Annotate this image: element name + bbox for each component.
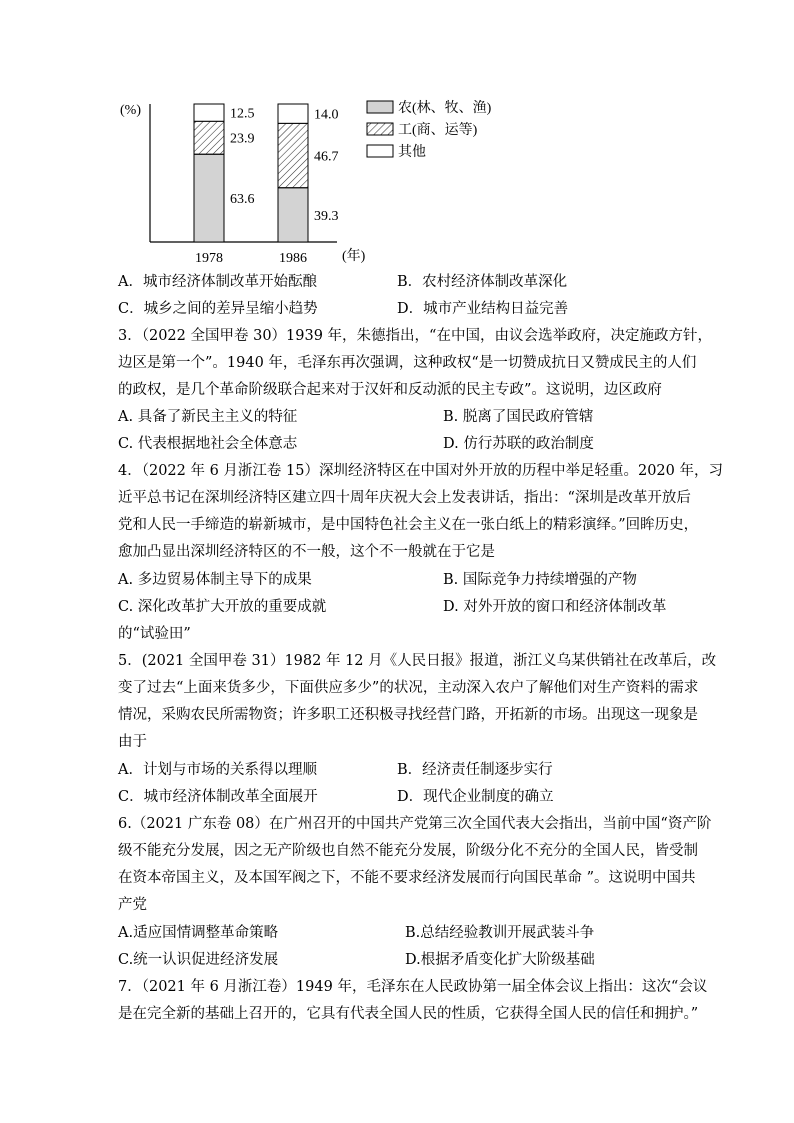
q4-option-a[interactable]: A. 多边贸易体制主导下的成果 [118, 572, 312, 588]
q3-option-b[interactable]: B. 脱离了国民政府管辖 [443, 409, 594, 425]
y-unit-label: (%) [120, 103, 141, 118]
q7-stem-line-1: 7．（2021 年 6 月浙江卷）1949 年，毛泽东在人民政协第一届全体会议上指出：这次“会议 [118, 979, 708, 995]
value-label-1978-2: 12.5 [230, 106, 255, 122]
bar-1978-seg-2 [194, 104, 224, 121]
x-tick-label-1978: 1978 [195, 251, 223, 266]
q4-stem-line-1: 4．（2022 年 6 月浙江卷 15）深圳经济特区在中国对外开放的历程中举足轻重。2020 年，习 [118, 463, 723, 479]
q2-option-b[interactable]: B．农村经济体制改革深化 [397, 274, 568, 290]
legend-swatch-1 [367, 123, 393, 135]
q5-option-d[interactable]: D．现代企业制度的确立 [397, 789, 554, 805]
q4-option-b[interactable]: B. 国际竞争力持续增强的产物 [443, 572, 637, 588]
q5-option-a[interactable]: A．计划与市场的关系得以理顺 [118, 762, 317, 778]
q4-option-c[interactable]: C. 深化改革扩大开放的重要成就 [118, 599, 327, 615]
bar-1978-seg-0 [194, 154, 224, 242]
legend-label-1: 工(商、运等) [398, 123, 478, 138]
q6-stem-line-1: 6.（2021 广东卷 08）在广州召开的中国共产党第三次全国代表大会指出，当前中国“资产阶 [118, 816, 712, 832]
chart-svg [112, 92, 552, 267]
q4-stem-line-3: 党和人民一手缔造的崭新城市，是中国特色社会主义在一张白纸上的精彩演绎。”回眸历史， [118, 517, 699, 533]
bar-1986-seg-2 [278, 104, 308, 123]
q4-option-d[interactable]: D. 对外开放的窗口和经济体制改革 [443, 599, 667, 615]
q2-option-a[interactable]: A．城市经济体制改革开始酝酿 [118, 274, 317, 290]
value-label-1986-1: 46.7 [314, 149, 339, 165]
bar-1986-seg-0 [278, 188, 308, 242]
q3-option-c[interactable]: C. 代表根据地社会全体意志 [118, 436, 298, 452]
legend-swatch-0 [367, 101, 393, 113]
q6-option-c[interactable]: C.统一认识促进经济发展 [118, 952, 279, 968]
value-label-1986-2: 14.0 [314, 107, 339, 123]
q6-stem-line-4: 产党 [118, 897, 147, 913]
q4-option-d-continued: 的“试验田” [118, 626, 191, 642]
value-label-1978-0: 63.6 [230, 192, 255, 208]
q4-stem-line-2: 近平总书记在深圳经济特区建立四十周年庆祝大会上发表讲话，指出：“深圳是改革开放后 [118, 490, 691, 506]
q6-option-d[interactable]: D.根据矛盾变化扩大阶级基础 [405, 952, 595, 968]
q3-stem-line-3: 的政权，是几个革命阶级联合起来对于汉奸和反动派的民主专政”。这说明，边区政府 [118, 382, 662, 398]
q2-option-d[interactable]: D．城市产业结构日益完善 [397, 301, 569, 317]
q6-option-b[interactable]: B.总结经验教训开展武装斗争 [405, 925, 595, 941]
q2-option-c[interactable]: C．城乡之间的差异呈缩小趋势 [118, 301, 318, 317]
bar-1986-seg-1 [278, 123, 308, 187]
x-unit-label: (年) [342, 249, 366, 264]
value-label-1986-0: 39.3 [314, 208, 339, 224]
q6-option-a[interactable]: A.适应国情调整革命策略 [118, 925, 279, 941]
q3-stem-line-2: 边区是第一个”。1940 年，毛泽东再次强调，这种政权“是一切赞成抗日又赞成民主的人们 [118, 355, 697, 371]
legend-label-2: 其他 [398, 145, 426, 160]
q5-stem-line-2: 变了过去“上面来货多少，下面供应多少”的状况，主动深入农户了解他们对生产资料的需求 [118, 680, 699, 696]
stacked-bar-chart [112, 92, 552, 267]
q7-stem-line-2: 是在完全新的基础上召开的，它具有代表全国人民的性质，它获得全国人民的信任和拥护。” [118, 1006, 699, 1022]
x-tick-label-1986: 1986 [279, 251, 307, 266]
q5-stem-line-1: 5．(2021 全国甲卷 31）1982 年 12 月《人民日报》报道，浙江义乌某供销社在改革后，改 [118, 653, 717, 669]
q3-option-d[interactable]: D. 仿行苏联的政治制度 [443, 436, 594, 452]
legend-swatch-2 [367, 145, 393, 157]
legend [367, 99, 492, 160]
q6-stem-line-2: 级不能充分发展，因之无产阶级也自然不能充分发展，阶级分化不充分的全国人民，皆受制 [118, 843, 698, 859]
q4-stem-line-4: 愈加凸显出深圳经济特区的不一般，这个不一般就在于它是 [118, 544, 495, 560]
q6-stem-line-3: 在资本帝国主义，及本国军阀之下，不能不要求经济发展而行向国民革命 ”。这说明中国共 [118, 870, 696, 886]
legend-label-0: 农(林、牧、渔) [398, 101, 492, 116]
q3-stem-line-1: 3．（2022 全国甲卷 30）1939 年，朱德指出，“在中国，由议会选举政府，决定施政方针， [118, 328, 712, 344]
bar-1978-seg-1 [194, 121, 224, 154]
q5-option-c[interactable]: C．城市经济体制改革全面展开 [118, 789, 318, 805]
value-label-1978-1: 23.9 [230, 131, 255, 147]
q5-option-b[interactable]: B．经济责任制逐步实行 [397, 762, 553, 778]
q5-stem-line-3: 情况，采购农民所需物资；许多职工还积极寻找经营门路，开拓新的市场。出现这一现象是 [118, 707, 698, 723]
q5-stem-line-4: 由于 [118, 734, 147, 750]
q3-option-a[interactable]: A. 具备了新民主主义的特征 [118, 409, 298, 425]
